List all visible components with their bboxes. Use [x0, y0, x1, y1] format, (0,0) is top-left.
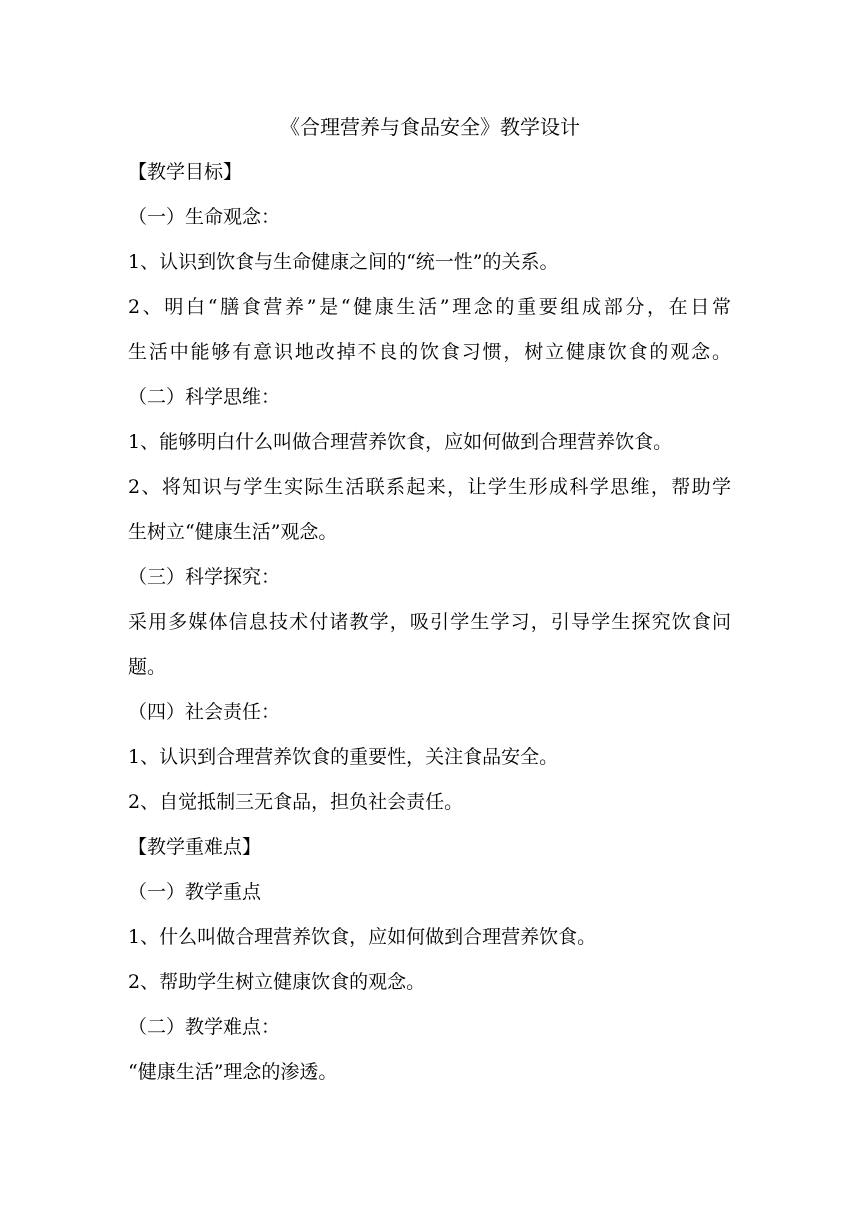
paragraph-line: 生活中能够有意识地改掉不良的饮食习惯，树立健康饮食的观念。 — [128, 341, 731, 363]
subheading-scientific-thinking: （二）科学思维： — [128, 386, 281, 408]
subheading-social-responsibility: （四）社会责任： — [128, 701, 281, 723]
paragraph-line: 2、自觉抵制三无食品，担负社会责任。 — [128, 791, 464, 813]
paragraph-line: 2、明白“膳食营养”是“健康生活”理念的重要组成部分，在日常 — [128, 296, 731, 318]
subheading-key-points: （一）教学重点 — [128, 881, 262, 903]
subheading-life-concept: （一）生命观念： — [128, 206, 281, 228]
paragraph-line: 采用多媒体信息技术付诸教学，吸引学生学习，引导学生探究饮食问 — [128, 611, 731, 633]
paragraph-line: 题。 — [128, 656, 167, 678]
document-title: 《合理营养与食品安全》教学设计 — [280, 115, 580, 139]
paragraph-line: 生树立“健康生活”观念。 — [128, 521, 338, 543]
subheading-difficulties: （二）教学难点： — [128, 1016, 281, 1038]
paragraph-line: 1、能够明白什么叫做合理营养饮食，应如何做到合理营养饮食。 — [128, 431, 673, 453]
paragraph-line: 2、将知识与学生实际生活联系起来，让学生形成科学思维，帮助学 — [128, 476, 731, 498]
subheading-scientific-inquiry: （三）科学探究： — [128, 566, 281, 588]
paragraph-line: 1、认识到饮食与生命健康之间的“统一性”的关系。 — [128, 251, 559, 273]
paragraph-line: 1、什么叫做合理营养饮食，应如何做到合理营养饮食。 — [128, 926, 597, 948]
paragraph-line: 2、帮助学生树立健康饮食的观念。 — [128, 971, 426, 993]
paragraph-line: 1、认识到合理营养饮食的重要性，关注食品安全。 — [128, 746, 559, 768]
paragraph-line: “健康生活”理念的渗透。 — [128, 1061, 338, 1083]
section-heading-key-difficulties: 【教学重难点】 — [128, 836, 262, 858]
section-heading-objectives: 【教学目标】 — [128, 161, 243, 183]
